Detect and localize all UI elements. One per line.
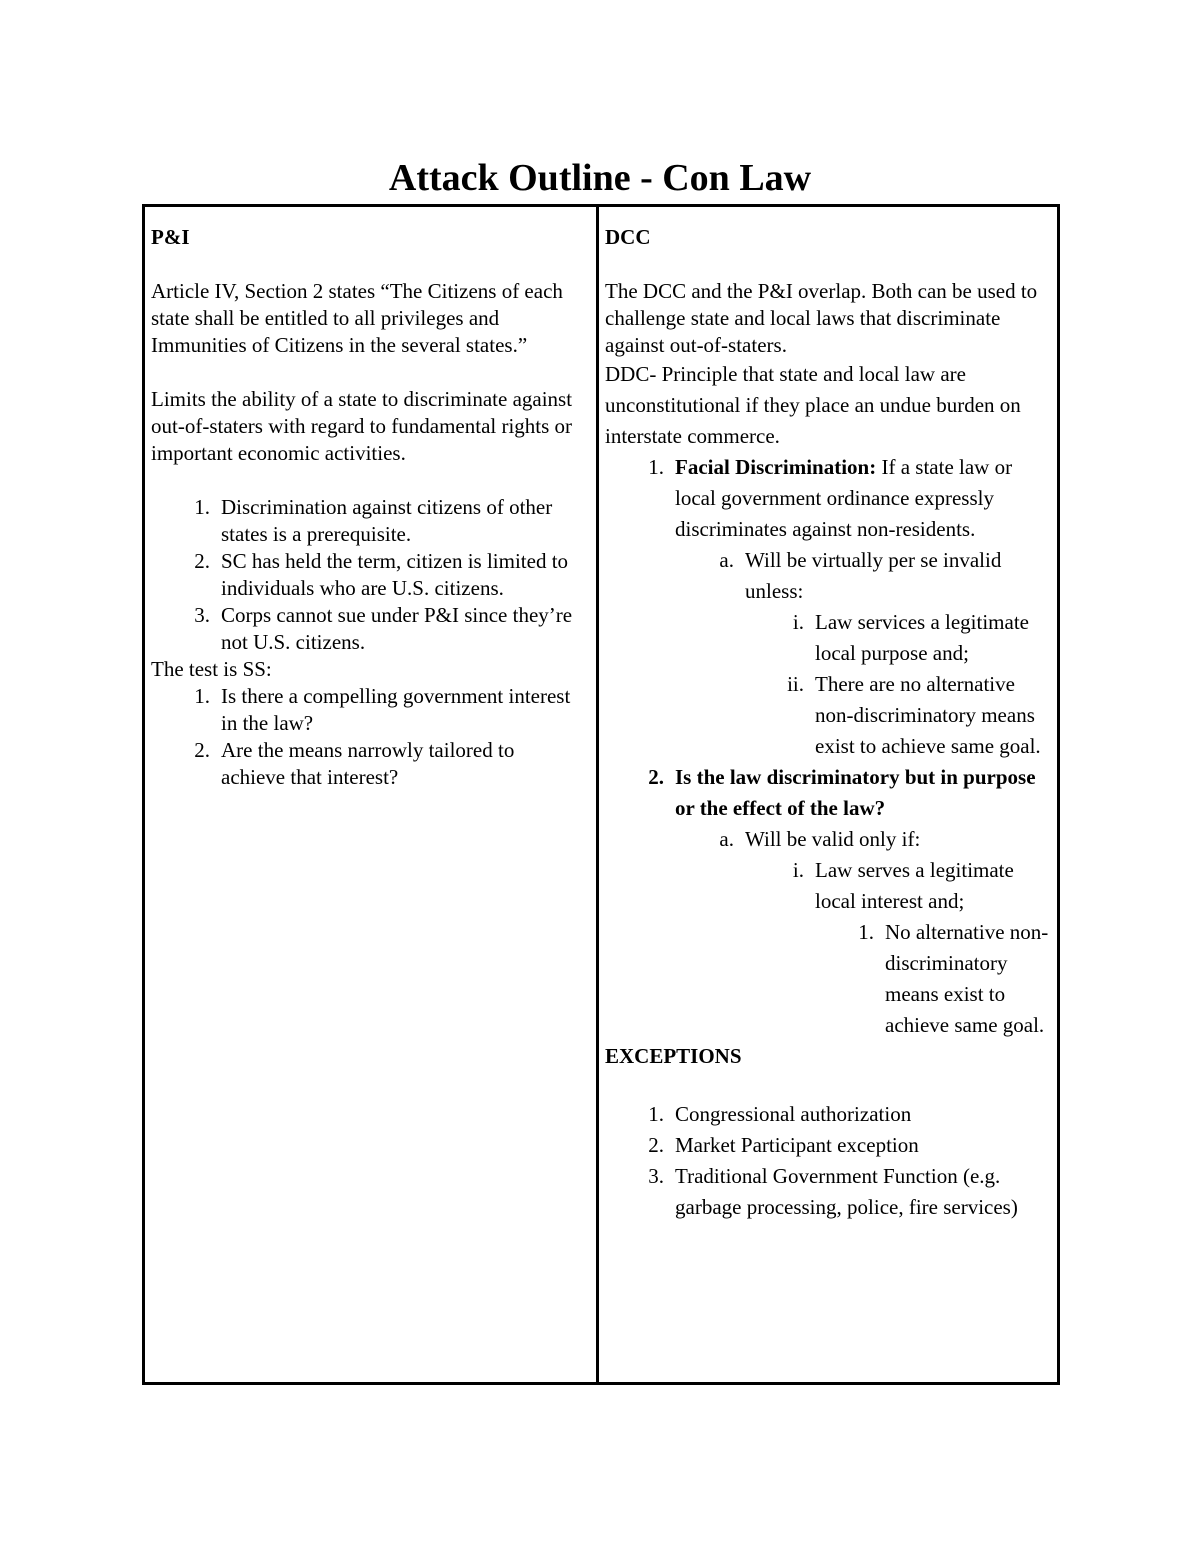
list-item: 1. Is there a compelling government interest in the law? xyxy=(194,684,571,735)
list-item: 1. Facial Discrimination: If a state law or local government ordinance expressly discriminates against non-residents. xyxy=(648,455,1013,541)
list-item: 1. No alternative non-discriminatory means exist to achieve same goal. xyxy=(858,920,1049,1037)
list-item: 3. Corps cannot sue under P&I since they’re not U.S. citizens. xyxy=(194,603,573,654)
list-item: 2. Is the law discriminatory but in purpose or the effect of the law? xyxy=(648,765,1036,820)
list-item: 1. Congressional authorization xyxy=(648,1102,912,1126)
list-item: i. Law services a legitimate local purpose and; xyxy=(792,610,1029,665)
list-item: 3. Traditional Government Function (e.g. garbage processing, police, fire services) xyxy=(648,1164,1018,1219)
pi-column xyxy=(151,224,581,791)
pi-limits: Limits the ability of a state to discriminate against out-of-staters with regard to fundamental rights or important economic activities. xyxy=(151,387,573,465)
list-item: i. Law serves a legitimate local interest and; xyxy=(792,858,1014,913)
list-item: 2. Are the means narrowly tailored to achieve that interest? xyxy=(194,738,515,789)
pi-heading: P&I xyxy=(151,225,190,249)
list-item: a. Will be virtually per se invalid unless: xyxy=(719,548,1002,603)
outline-table xyxy=(142,204,1060,1385)
dcc-column xyxy=(605,224,1055,1223)
test-intro: The test is SS: xyxy=(151,657,272,681)
pi-quote: Article IV, Section 2 states “The Citizens of each state shall be entitled to all privileges and Immunities of Citizens in the several states.” xyxy=(151,279,563,357)
list-item: ii. There are no alternative non-discriminatory means exist to achieve same goal. xyxy=(787,672,1041,758)
dcc-intro: The DCC and the P&I overlap. Both can be used to challenge state and local laws that discriminate against out-of-staters. xyxy=(605,279,1038,357)
list-item: 2. Market Participant exception xyxy=(648,1133,919,1157)
exceptions-heading: EXCEPTIONS xyxy=(605,1044,742,1068)
list-item: a. Will be valid only if: xyxy=(719,827,921,851)
list-item: 1. Discrimination against citizens of other states is a prerequisite. xyxy=(194,495,553,546)
column-divider xyxy=(596,207,599,1382)
ddc-principle: DDC- Principle that state and local law are unconstitutional if they place an undue burden on interstate commerce. xyxy=(605,362,1021,448)
list-item: 2. SC has held the term, citizen is limited to individuals who are U.S. citizens. xyxy=(194,549,569,600)
facial-label: Facial Discrimination: xyxy=(675,455,877,479)
page-title: Attack Outline - Con Law xyxy=(388,157,812,199)
dcc-heading: DCC xyxy=(605,225,651,249)
